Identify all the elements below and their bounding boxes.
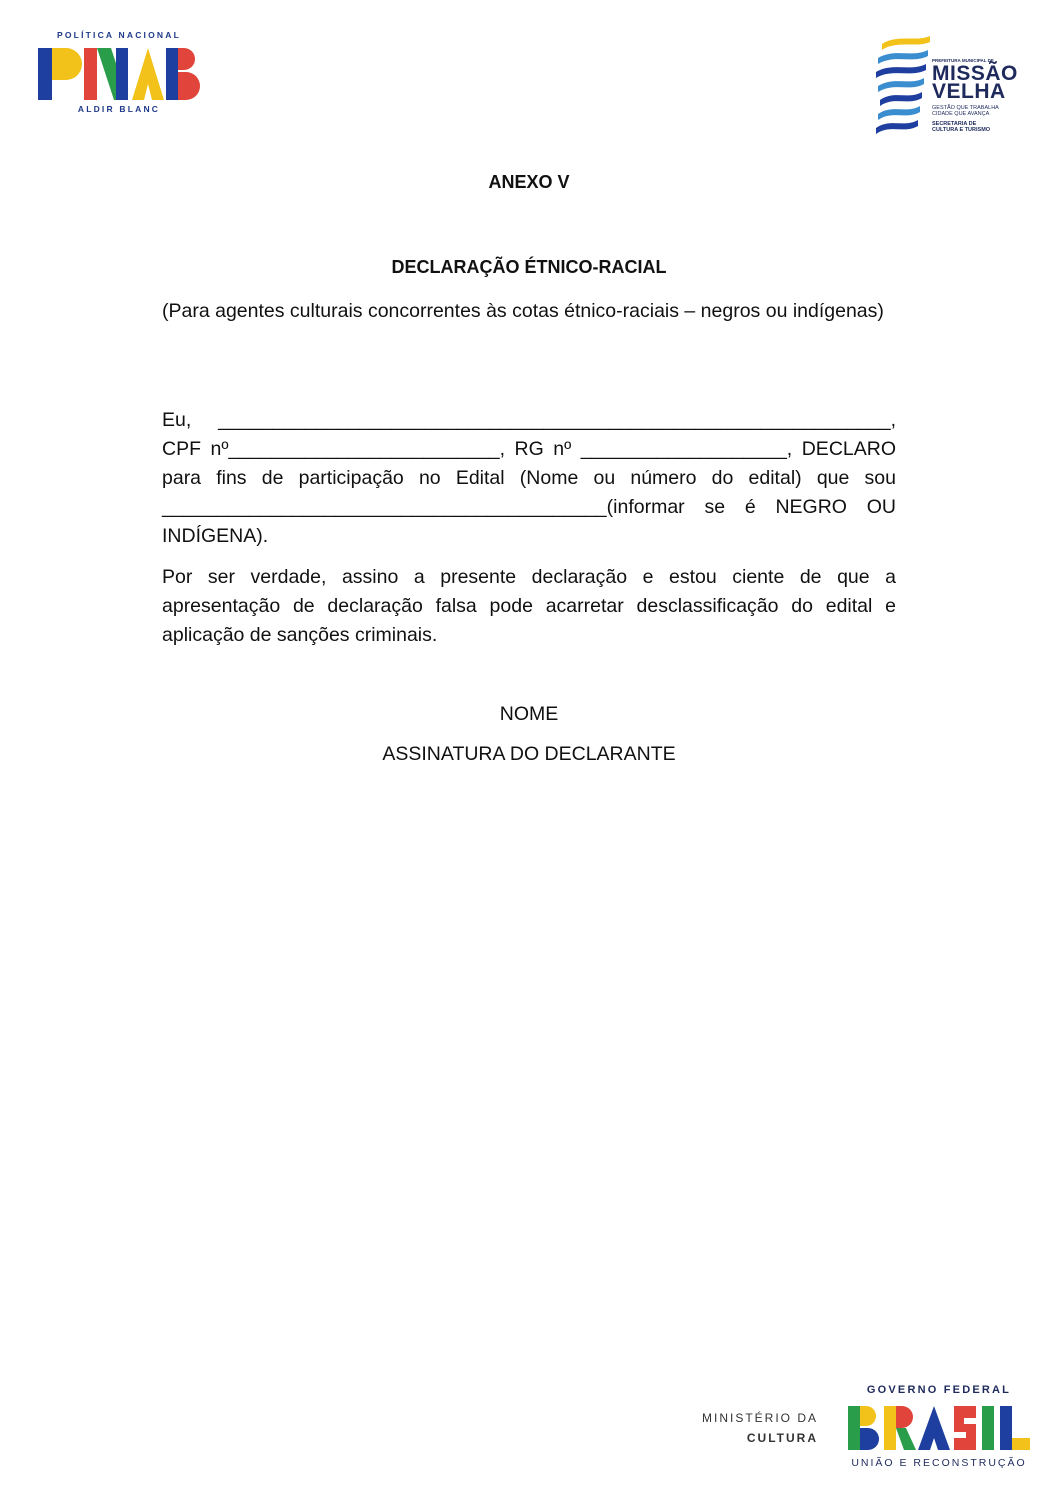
closing-paragraph: Por ser verdade, assino a presente declaração e estou ciente de que a apresentação de declaração falsa pode acarretar desclassificação do edital e aplicação de sanções criminais. [162, 566, 896, 646]
declaration-paragraph: Eu, ______________________________________________________________, CPF nº_________________________, RG nº ___________________, DECLARO para fins de participação no Edital (Nome ou número do edital) que sou _________________________________________(informar se é NEGRO OU INDÍGENA). [162, 409, 896, 547]
pnab-logo-top-text: POLÍTICA NACIONAL [57, 30, 181, 40]
signature-name: NOME [499, 703, 559, 725]
signature-label: ASSINATURA DO DECLARANTE [382, 743, 676, 765]
missao-logo-name-2: VELHA [932, 80, 1006, 103]
ministry-line-1: MINISTÉRIO DA [701, 1411, 818, 1425]
pnab-logo-mark [36, 42, 202, 102]
wave-emblem-icon [872, 34, 932, 138]
missao-logo-name-1: MISSÃO [932, 62, 1018, 85]
gov-logo-top-text: GOVERNO FEDERAL [866, 1384, 1012, 1396]
ministry-logo [660, 1408, 818, 1448]
pnab-logo-bottom-text: ALDIR BLANC [77, 104, 161, 114]
missao-logo-tagline-2: CIDADE QUE AVANÇA [932, 111, 990, 117]
intro-paragraph: (Para agentes culturais concorrentes às cotas étnico-raciais – negros ou indígenas) [162, 300, 884, 322]
gov-logo-bottom-text: UNIÃO E RECONSTRUÇÃO [851, 1457, 1027, 1469]
annex-heading: ANEXO V [488, 172, 570, 192]
missao-logo-dept-2: CULTURA E TURISMO [932, 127, 991, 133]
document-title: DECLARAÇÃO ÉTNICO-RACIAL [391, 257, 667, 277]
governo-federal-logo [846, 1384, 1036, 1474]
ministry-line-2: CULTURA [746, 1431, 818, 1445]
missao-logo-tagline-1: GESTÃO QUE TRABALHA [932, 105, 999, 111]
missao-logo-prefeitura: PREFEITURA MUNICIPAL DE [932, 58, 994, 63]
brasil-wordmark-icon [846, 1402, 1032, 1454]
pnab-logo [36, 30, 202, 118]
missao-logo-dept-1: SECRETARIA DE [932, 121, 977, 127]
missao-velha-logo [872, 30, 1032, 140]
